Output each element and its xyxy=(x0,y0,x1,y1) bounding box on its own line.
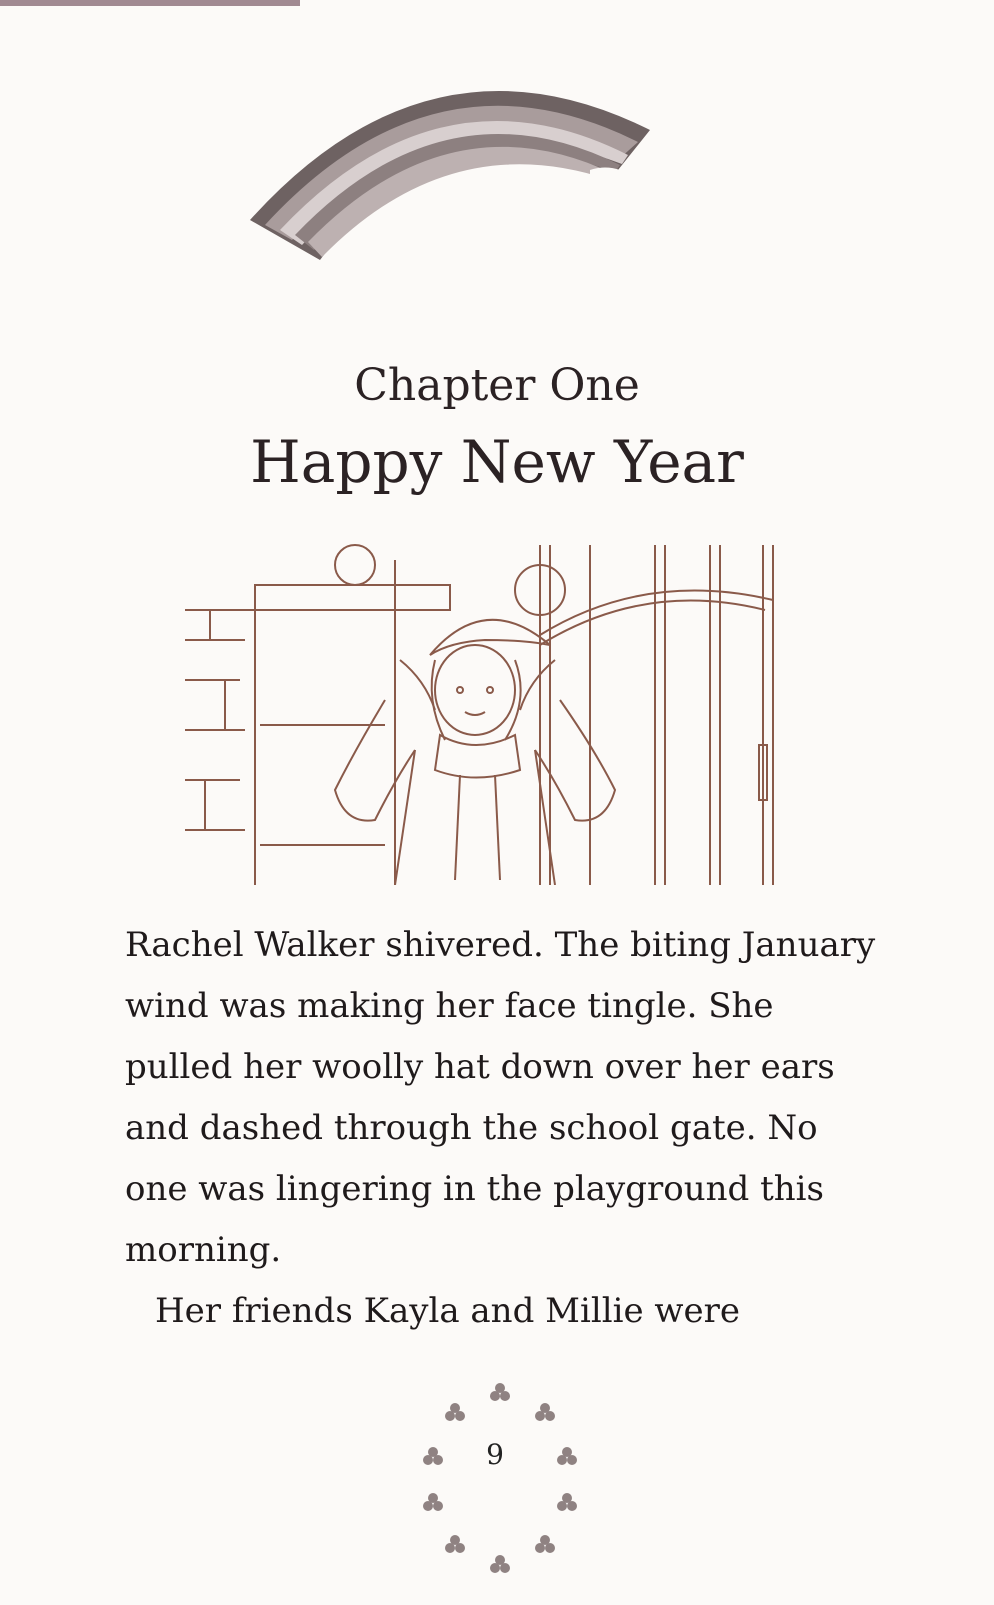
clover-wreath-ornament-icon xyxy=(415,1378,585,1578)
girl-at-gate-illustration-icon xyxy=(185,540,795,885)
page-edge-shadow xyxy=(0,0,300,6)
rainbow-icon xyxy=(230,60,750,300)
page-number: 9 xyxy=(486,1438,504,1471)
chapter-title: Happy New Year xyxy=(250,428,744,496)
paragraph-2: Her friends Kayla and Millie were xyxy=(155,1291,740,1331)
body-text xyxy=(125,915,885,1342)
paragraph-1: Rachel Walker shivered. The biting January wind was making her face tingle. She pulled her woolly hat down over her ears and dashed through the school gate. No one was lingering in the playground this morning. xyxy=(125,925,876,1270)
chapter-label: Chapter One xyxy=(354,360,640,411)
